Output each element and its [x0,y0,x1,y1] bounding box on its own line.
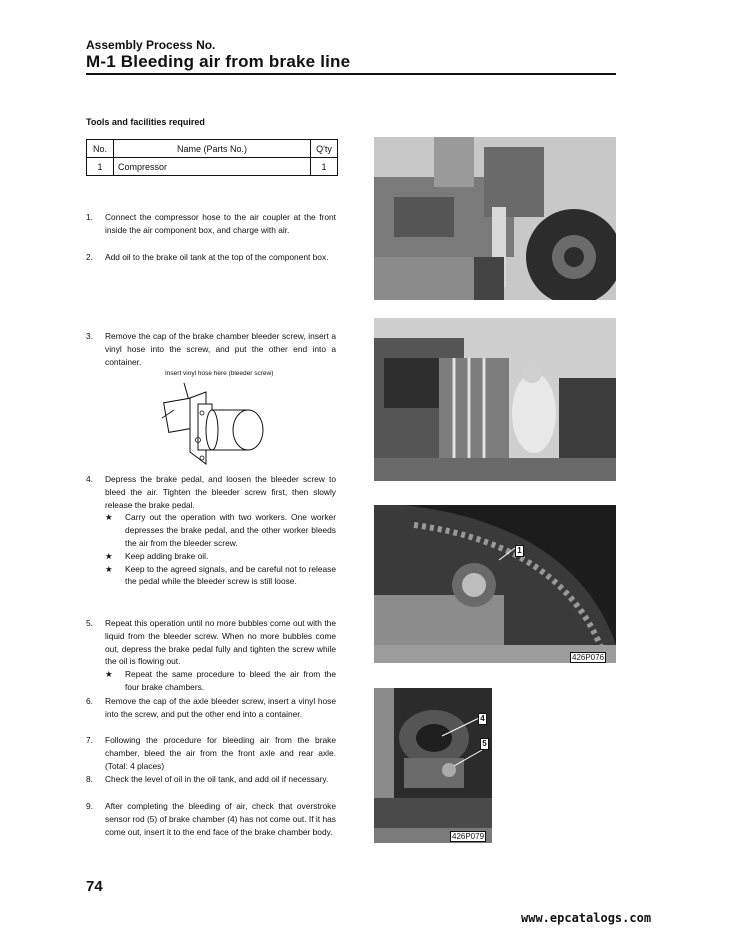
star-icon: ★ [105,550,113,561]
cell-name: Compressor [114,158,311,176]
step-text: Repeat this operation until no more bubbles come out with the liquid from the bleeder screw. When no more bubbles come out, depress the brake pedal fully and tighten the screw while the oil is flowing out. [105,618,336,667]
step-text: Add oil to the brake oil tank at the top of the component box. [105,252,329,262]
step-number: 7. [86,735,93,745]
col-header-qty: Q'ty [311,140,338,158]
step-text: Remove the cap of the axle bleeder screw, insert a vinyl hose into the screw, and put the other end into a container. [105,696,336,719]
footer-site-link[interactable]: www.epcatalogs.com [521,911,652,925]
step-9 [86,800,336,838]
star-icon: ★ [105,512,113,523]
step-6 [86,695,336,721]
note-text: Repeat the same procedure to bleed the air from the four brake chambers. [125,669,336,692]
step-1 [86,211,336,237]
step-text: Check the level of oil in the oil tank, and add oil if necessary. [105,774,329,784]
cell-qty: 1 [311,158,338,176]
photo-brake-detail [374,505,616,663]
step-number: 2. [86,252,93,262]
step-text: Following the procedure for bleeding air from the brake chamber, bleed the air from the front axle and rear axle. (Total: 4 places) [105,735,336,771]
step-number: 9. [86,801,93,811]
photo-id-label: 426P076 [572,653,605,662]
step-2 [86,251,336,264]
star-icon: ★ [105,669,113,680]
callout-1: 1 [515,545,524,557]
title-rule [86,73,616,75]
step-8 [86,773,336,786]
col-header-no: No. [87,140,114,158]
table-row [87,158,338,176]
step-number: 6. [86,696,93,706]
step-number: 4. [86,474,93,484]
note-item [105,511,336,549]
step-text: Remove the cap of the brake chamber bleeder screw, insert a vinyl hose into the screw, and put the other end into a container. [105,331,336,367]
step-number: 3. [86,331,93,341]
photo-brake-chamber [374,688,492,843]
step-number: 1. [86,212,93,222]
tools-title: Tools and facilities required [86,117,205,127]
note-text: Keep to the agreed signals, and be careful not to release the pedal while the bleeder screw is still loose. [125,563,336,587]
star-icon: ★ [105,563,113,574]
cell-no: 1 [87,158,114,176]
step-number: 5. [86,618,93,628]
step-4 [86,473,336,588]
note-item [105,668,336,694]
callout-4: 4 [478,713,487,725]
step-3 [86,330,336,368]
col-header-name: Name (Parts No.) [114,140,311,158]
note-text: Carry out the operation with two workers. One worker depresses the brake pedal, and the other worker bleeds the air from the bleeder screw. [125,512,336,548]
page-title: M-1 Bleeding air from brake line [86,52,351,71]
photo-loader-front [374,137,616,300]
step-number: 8. [86,774,93,784]
note-item [105,550,336,563]
step-5 [86,617,336,694]
step-text: Depress the brake pedal, and loosen the bleeder screw to bleed the air. Tighten the bleeder screw first, then slowly release the brake pedal. [105,474,336,510]
tools-table-header [87,140,338,158]
callout-5: 5 [480,738,489,750]
tools-table [86,139,338,176]
note-text: Keep adding brake oil. [125,550,209,561]
brake-chamber-diagram [160,380,270,470]
step-text: Connect the compressor hose to the air coupler at the front inside the air component box, and charge with air. [105,212,336,235]
photo-id-label: 426P079 [452,832,485,841]
diagram-caption: Insert vinyl hose here (bleeder screw) [165,370,274,377]
photo-worker [374,318,616,481]
page-number: 74 [86,878,103,895]
assembly-process-label: Assembly Process No. [86,38,216,52]
note-item [105,563,336,589]
step-7 [86,734,336,772]
step-text: After completing the bleeding of air, check that overstroke sensor rod (5) of brake chamber (4) has not come out. If it has come out, insert it to the end face of the brake chamber body. [105,801,336,837]
